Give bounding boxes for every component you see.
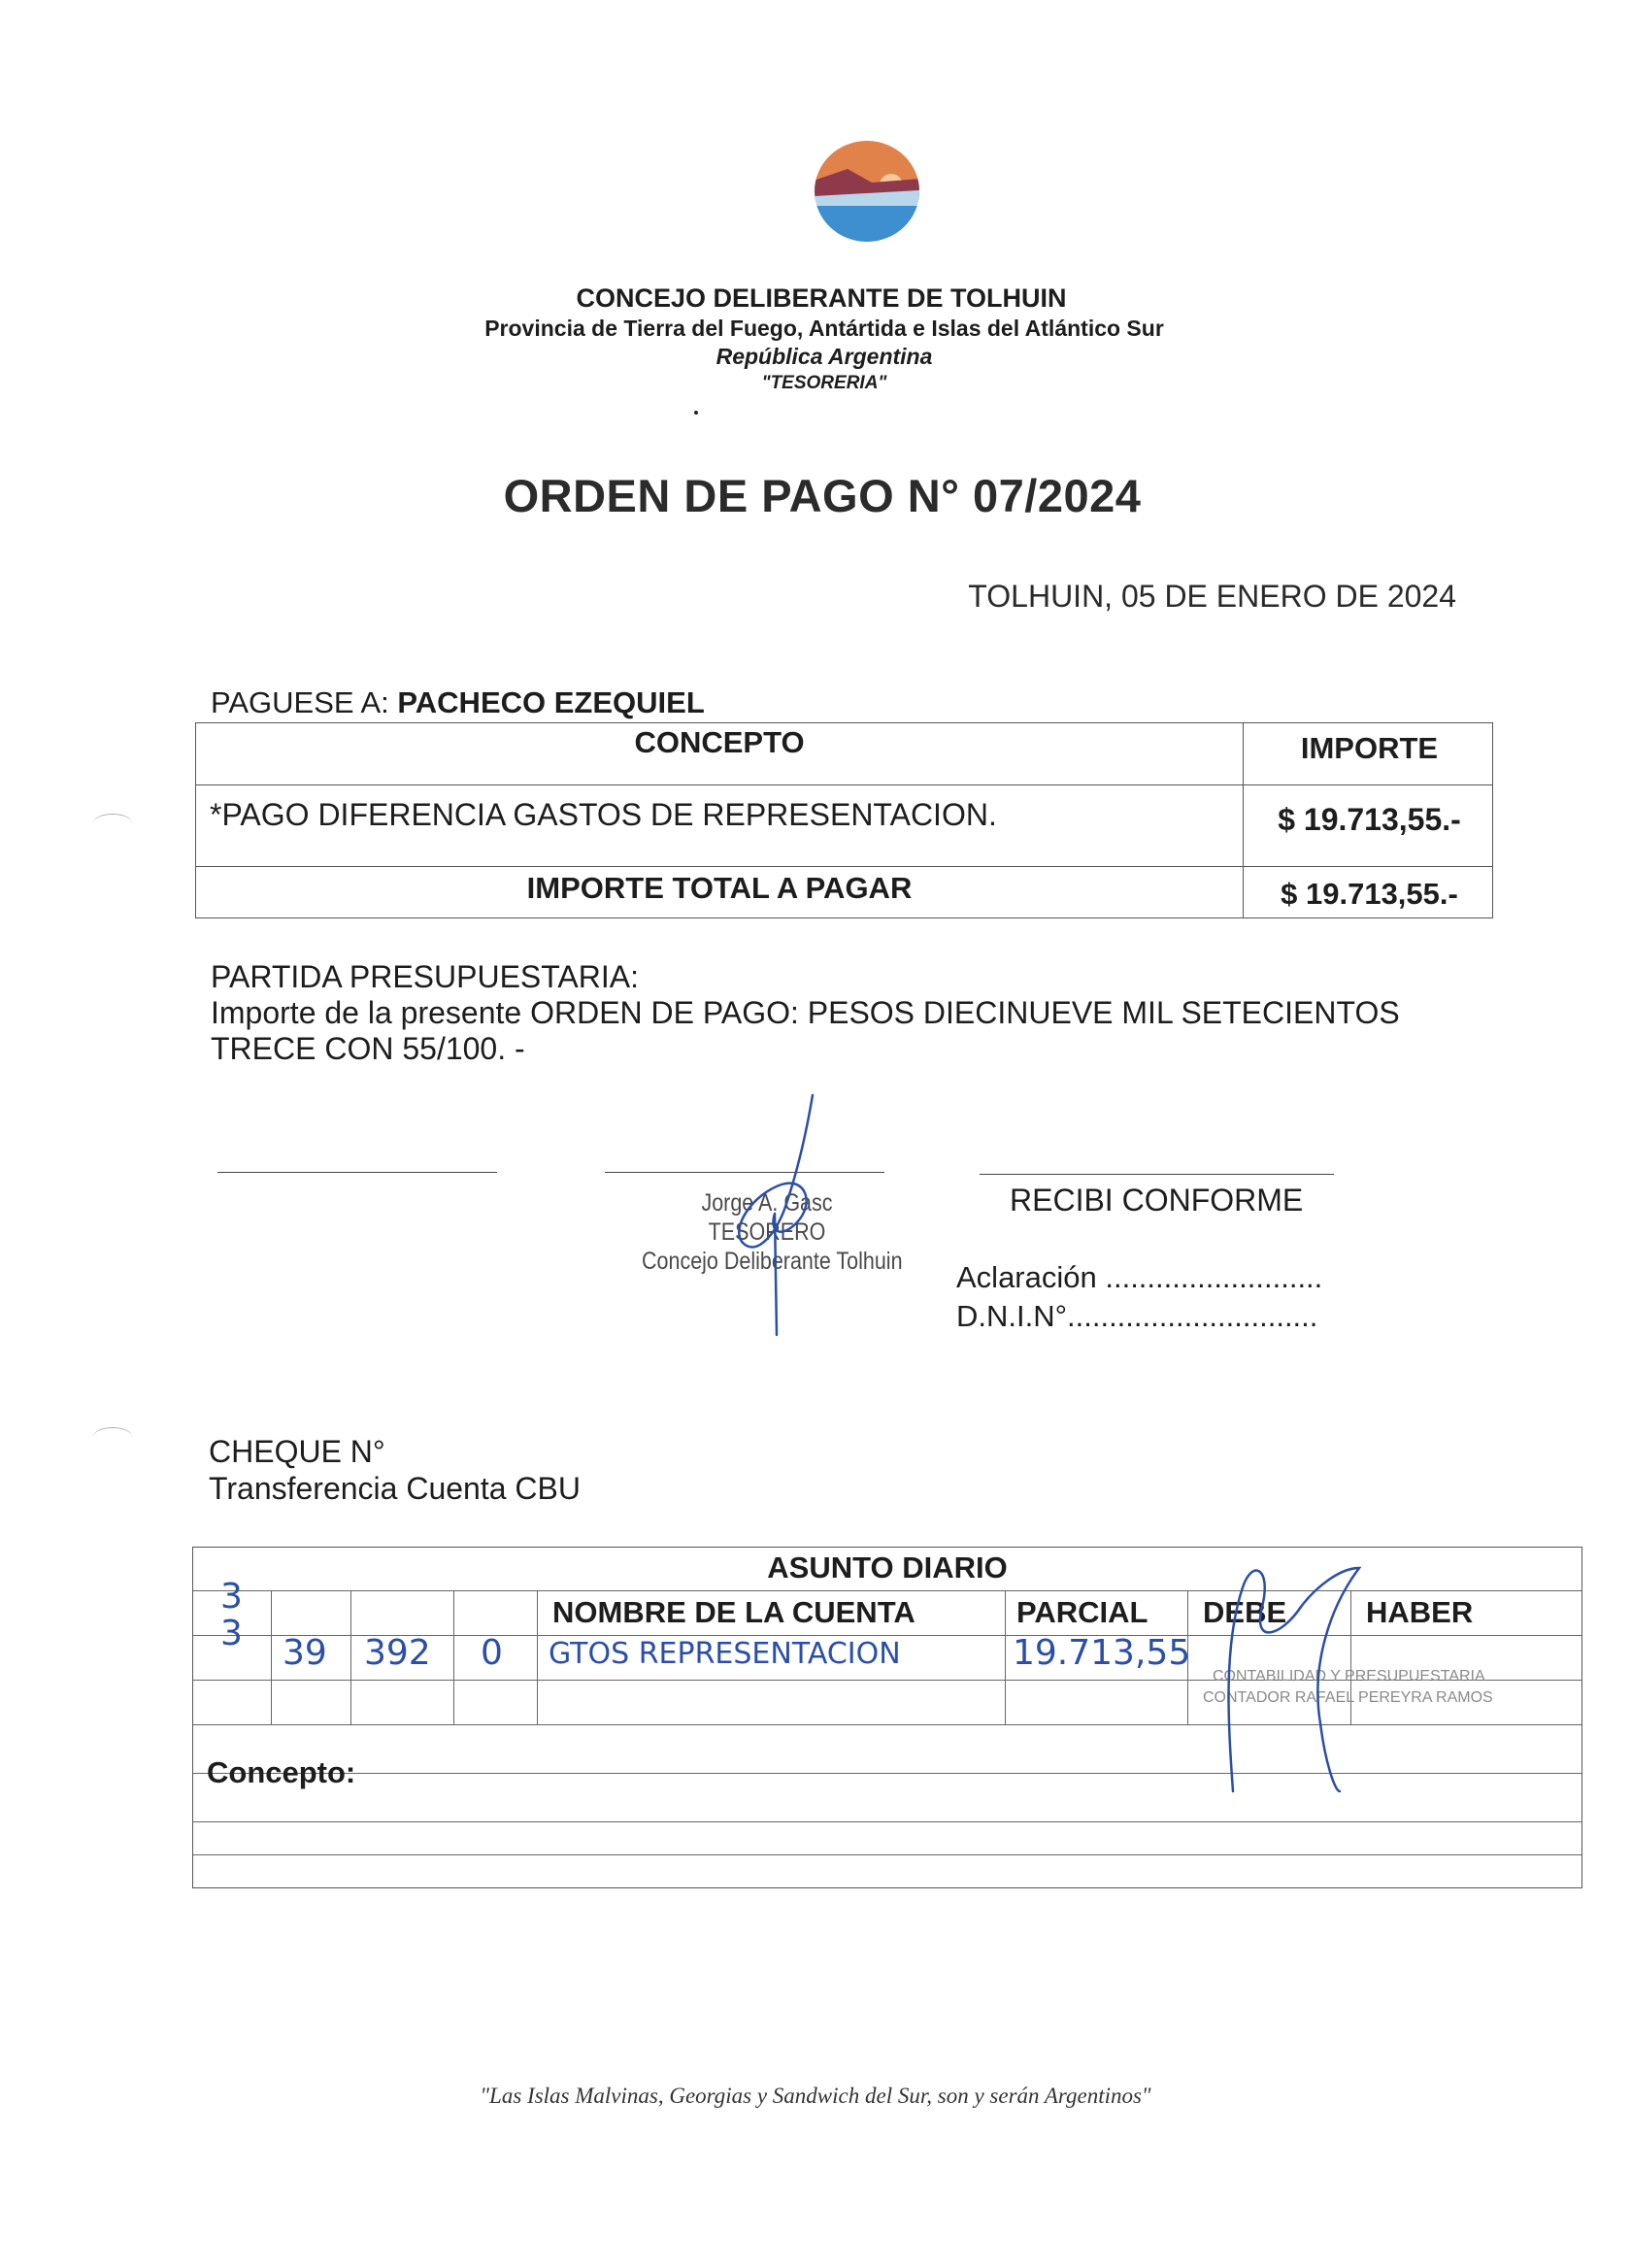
header-country: República Argentina [716, 344, 933, 369]
account-column-header: NOMBRE DE LA CUENTA [552, 1595, 915, 1629]
dni-field: D.N.I.N°.............................. [956, 1299, 1318, 1333]
concept-table [195, 722, 1493, 918]
hand-code-2: 3 [220, 1614, 243, 1653]
treasurer-name: Jorge A. Gasc [701, 1189, 833, 1217]
document-date: TOLHUIN, 05 DE ENERO DE 2024 [968, 579, 1456, 614]
council-logo [814, 140, 920, 243]
amount-cell: $ 19.713,55.- [1278, 802, 1461, 837]
credit-column-header: HABER [1366, 1595, 1474, 1629]
hand-code-1: 3 [220, 1577, 243, 1617]
concept-cell: *PAGO DIFERENCIA GASTOS DE REPRESENTACION. [210, 797, 997, 832]
hand-account-name: GTOS REPRESENTACION [549, 1637, 901, 1671]
treasurer-signature-icon [699, 1087, 845, 1340]
debit-column-header: DEBE [1203, 1595, 1287, 1629]
payee-line [211, 685, 705, 720]
hand-code-4: 392 [364, 1633, 431, 1673]
clarification-field: Aclaración .......................... [956, 1260, 1323, 1294]
accounting-stamp-line1: CONTABILIDAD Y PRESUPUESTARIA [1213, 1668, 1485, 1684]
hand-partial-amount: 19.713,55 [1013, 1633, 1191, 1673]
header-department: "TESORERIA" [761, 373, 887, 393]
hand-code-5: 0 [481, 1633, 503, 1673]
amount-in-words: Importe de la presente ORDEN DE PAGO: PESOS DIECINUEVE MIL SETECIENTOS TRECE CON 55/100. - [211, 995, 1400, 1066]
scan-mark-1 [93, 814, 132, 833]
header-council-name: CONCEJO DELIBERANTE DE TOLHUIN [576, 284, 1067, 313]
treasurer-role: TESORERO [708, 1218, 826, 1246]
treasurer-org: Concejo Deliberante Tolhuin [642, 1248, 903, 1275]
accounting-stamp-line2: CONTADOR RAFAEL PEREYRA RAMOS [1203, 1689, 1493, 1706]
partial-column-header: PARCIAL [1016, 1595, 1148, 1629]
logo-emblem-icon [814, 140, 920, 243]
stray-dot [694, 411, 698, 415]
payee-label: PAGUESE A: [211, 685, 389, 719]
header-province: Provincia de Tierra del Fuego, Antártida e Islas del Atlántico Sur [484, 316, 1164, 341]
page-title: ORDEN DE PAGO N° 07/2024 [503, 470, 1142, 521]
total-amount: $ 19.713,55.- [1281, 877, 1458, 911]
hand-code-3: 39 [283, 1633, 327, 1673]
footer-motto: "Las Islas Malvinas, Georgias y Sandwich del Sur, son y serán Argentinos" [480, 2084, 1151, 2108]
payee-name: PACHECO EZEQUIEL [397, 685, 705, 719]
accountant-signature-icon [1204, 1549, 1417, 1801]
concept-column-header: CONCEPTO [634, 725, 805, 759]
transfer-label: Transferencia Cuenta CBU [209, 1471, 581, 1506]
diary-concept-label: Concepto: [207, 1755, 356, 1789]
total-label: IMPORTE TOTAL A PAGAR [526, 871, 913, 905]
scan-mark-2 [93, 1427, 132, 1447]
signature-line-3 [980, 1174, 1334, 1175]
received-label: RECIBI CONFORME [1010, 1183, 1304, 1217]
amount-column-header: IMPORTE [1300, 731, 1439, 765]
budget-line-label: PARTIDA PRESUPUESTARIA: [211, 959, 639, 994]
signature-line-1 [217, 1172, 497, 1173]
cheque-label: CHEQUE N° [209, 1434, 385, 1469]
diary-title: ASUNTO DIARIO [767, 1551, 1008, 1584]
